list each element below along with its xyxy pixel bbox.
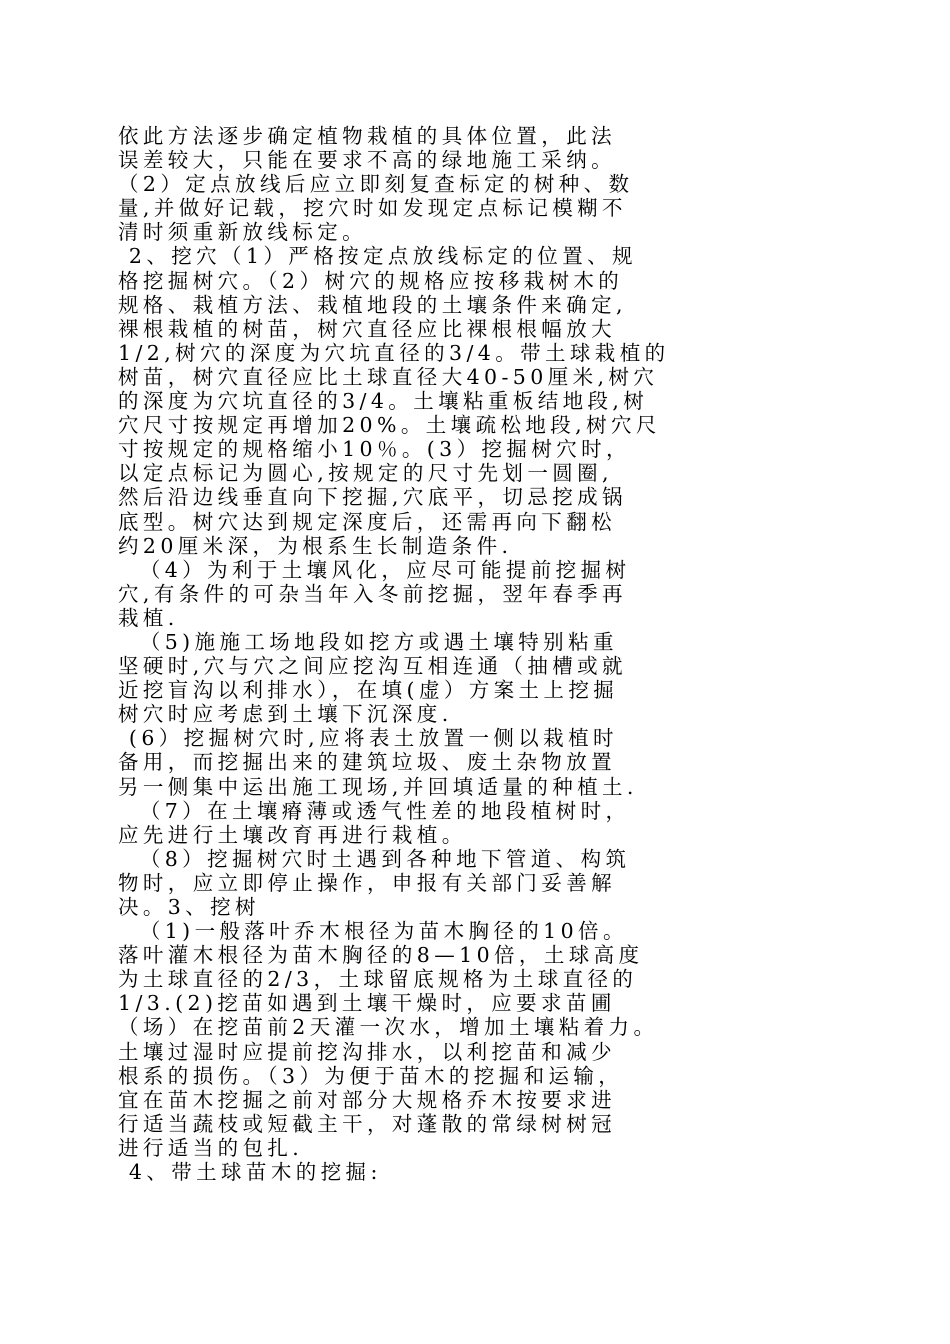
text-line: 裸根栽植的树苗，树穴直径应比裸根根幅放大: [118, 316, 616, 341]
text-line: 1/2,树穴的深度为穴坑直径的3/4。带土球栽植的: [118, 340, 670, 365]
text-line: 误差较大，只能在要求不高的绿地施工采纳。: [118, 148, 616, 173]
text-line: (6）挖掘树穴时,应将表土放置一侧以栽植时: [118, 726, 618, 751]
text-line: 土壤过湿时应提前挖沟排水，以利挖苗和减少: [118, 1039, 616, 1064]
text-line: 规格、栽植方法、栽植地段的土壤条件来确定,: [118, 292, 627, 317]
text-line: 约20厘米深，为根系生长制造条件.: [118, 533, 513, 558]
text-line: 为土球直径的2/3，土球留底规格为土球直径的: [118, 967, 638, 992]
text-line: 落叶灌木根径为苗木胸径的8—10倍，土球高度: [118, 943, 644, 968]
text-line: 近挖盲沟以利排水），在填(虚）方案土上挖掘: [118, 678, 619, 703]
text-line: 行适当蔬枝或短截主干，对蓬散的常绿树树冠: [118, 1111, 616, 1136]
text-line: 清时须重新放线标定。: [118, 220, 367, 245]
text-line: 底型。树穴达到规定深度后，还需再向下翻松: [118, 509, 616, 534]
text-line: （1)一般落叶乔木根径为苗木胸径的10倍。: [118, 919, 628, 944]
text-line: 坚硬时,穴与穴之间应挖沟互相连通（抽槽或就: [118, 654, 627, 679]
text-line: 4、带土球苗木的挖掘:: [118, 1160, 382, 1185]
text-line: 备用，而挖掘出来的建筑垃圾、废土杂物放置: [118, 750, 616, 775]
text-line: 树穴时应考虑到土壤下沉深度.: [118, 702, 453, 727]
text-line: 然后沿边线垂直向下挖掘,穴底平，切忌挖成锅: [118, 485, 627, 510]
text-line: 1/3.(2)挖苗如遇到土壤干燥时，应要求苗圃: [118, 991, 616, 1016]
text-line: 根系的损伤。（3）为便于苗木的挖掘和运输，: [118, 1063, 624, 1088]
text-line: 物时，应立即停止操作，申报有关部门妥善解: [118, 870, 616, 895]
text-line: 以定点标记为圆心,按规定的尺寸先划一圆圈,: [118, 461, 613, 486]
text-line: 2、挖穴（1）严格按定点放线标定的位置、规: [118, 244, 637, 269]
text-line: 依此方法逐步确定植物栽植的具体位置，此法: [118, 124, 616, 148]
text-line: 的深度为穴坑直径的3/4。土壤粘重板结地段,树: [118, 389, 649, 414]
text-line: 宜在苗木挖掘之前对部分大规格乔木按要求进: [118, 1087, 616, 1112]
text-line: 穴尺寸按规定再增加20%。土壤疏松地段,树穴尺: [118, 413, 661, 438]
text-line: 格挖掘树穴。（2）树穴的规格应按移栽树木的: [118, 268, 624, 293]
text-line: （5)施施工场地段如挖方或遇土壤特别粘重: [118, 629, 618, 654]
text-line: （7）在土壤瘠薄或透气性差的地段植树时，: [118, 798, 631, 823]
text-line: 另一侧集中运出施工现场,并回填适量的种植土.: [118, 774, 638, 799]
text-line: （2）定点放线后应立即刻复查标定的树种、数: [118, 172, 634, 197]
text-line: 进行适当的包扎.: [118, 1135, 304, 1160]
text-line: 应先进行土壤改育再进行栽植。: [118, 822, 467, 847]
body-text: [118, 124, 808, 1184]
text-line: （场）在挖苗前2天灌一次水，增加土壤粘着力。: [118, 1015, 659, 1040]
text-line: （8）挖掘树穴时土遇到各种地下管道、构筑: [118, 846, 631, 871]
text-line: 决。3、挖树: [118, 895, 260, 919]
text-line: （4）为利于土壤风化，应尽可能提前挖掘树: [118, 557, 631, 582]
text-line: 量,并做好记载，挖穴时如发现定点标记模糊不: [118, 196, 627, 221]
text-line: 栽植.: [118, 605, 179, 630]
text-line: 穴,有条件的可杂当年入冬前挖掘，翌年春季再: [118, 581, 627, 606]
text-line: 树苗，树穴直径应比土球直径大40-50厘米,树穴: [118, 364, 659, 389]
text-line: 寸按规定的规格缩小10％。(3）挖掘树穴时，: [118, 437, 631, 462]
